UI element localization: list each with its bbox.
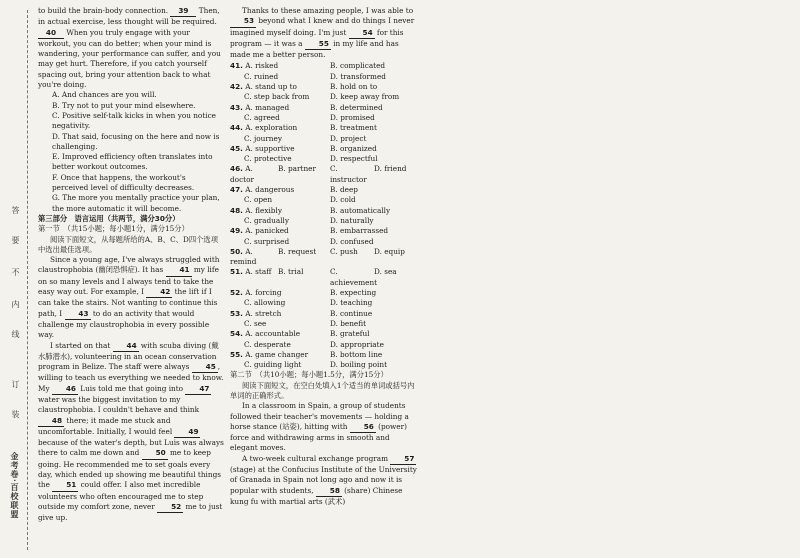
choice-c[interactable]: C. step back from — [244, 92, 310, 102]
choice-a[interactable]: 44. A. exploration — [230, 123, 298, 133]
choice-b[interactable]: B. hold on to — [330, 82, 378, 92]
question-row — [230, 134, 418, 144]
choice-b[interactable]: B. treatment — [330, 123, 377, 133]
question-row — [230, 144, 418, 154]
choice-b[interactable]: B. automatically — [330, 205, 391, 215]
blank-56[interactable]: 56 — [350, 422, 376, 433]
choice-d[interactable]: D. keep away from — [330, 92, 400, 102]
blank-48[interactable]: 48 — [38, 416, 64, 427]
question-row — [230, 350, 418, 360]
question-row — [230, 247, 418, 268]
left-column — [38, 6, 224, 524]
question-row — [230, 288, 418, 298]
paragraph: In a classroom in Spain, a group of students followed their teacher's movements — holding a horse stance (站姿), hitting with 56 (power) force and withdrawing arms in smooth and elegant moves. — [230, 401, 409, 453]
choice-a[interactable]: 46. A. doctor — [230, 164, 254, 184]
paragraph: Thanks to these amazing people, I was able to 53 beyond what I knew and do things I never imagined myself doing. I'm just 54 for this program — it was a 55 in my life and has made me a better person. — [230, 6, 415, 60]
choice-c[interactable]: C. ruined — [244, 71, 279, 81]
margin-char: 订 — [11, 380, 20, 389]
choice-b[interactable]: B. organized — [330, 143, 377, 153]
section-heading: 第三部分 语言运用（共两节，满分30分） — [38, 213, 180, 223]
choice-a[interactable]: 53. A. stretch — [230, 308, 282, 318]
choice-a[interactable]: 42. A. stand up to — [230, 82, 297, 92]
question-row — [230, 206, 418, 216]
blank-54[interactable]: 54 — [349, 28, 375, 39]
choice-a[interactable]: 55. A. game changer — [230, 349, 309, 359]
choice-d[interactable]: D. teaching — [330, 298, 373, 308]
choice-c[interactable]: C. protective — [244, 154, 292, 164]
blank-55[interactable]: 55 — [305, 39, 331, 50]
option-f: F. Once that happens, the workout's perceived level of difficulty decreases. — [52, 172, 195, 193]
choice-b[interactable]: B. complicated — [330, 61, 386, 71]
choice-b[interactable]: B. embarrassed — [330, 226, 389, 236]
question-row — [230, 329, 418, 339]
margin-char: 线 — [11, 330, 20, 339]
question-row — [230, 340, 418, 350]
choice-list — [230, 61, 418, 370]
question-row — [230, 154, 418, 164]
margin-char: 内 — [11, 300, 20, 309]
question-row — [230, 216, 418, 226]
choice-a[interactable]: 48. A. flexibly — [230, 205, 282, 215]
option-list — [38, 90, 224, 214]
option-b: B. Try not to put your mind elsewhere. — [52, 100, 196, 110]
blank-45[interactable]: 45 — [192, 362, 218, 373]
blank-40[interactable]: 40 — [38, 28, 64, 39]
choice-b[interactable]: B. determined — [330, 102, 383, 112]
question-row — [230, 195, 418, 205]
choice-d[interactable]: D. promised — [330, 112, 375, 122]
margin-char: 要 — [11, 236, 20, 245]
choice-b[interactable]: B. trial — [278, 267, 304, 277]
paragraph: Since a young age, I've always struggled with claustrophobia (幽闭恐惧症). It has 41 my life on so many levels and I always tend to take the easy way out. For example, I 42 the lift if I can take the stairs. Not wanting to continue this path, I 43 to do an activity that would challenge my claustrophobia in every possible way. — [38, 255, 220, 340]
question-row — [230, 360, 418, 370]
blank-58[interactable]: 58 — [316, 486, 342, 497]
blank-53[interactable]: 53 — [230, 16, 256, 27]
question-row — [230, 103, 418, 113]
brand-label: 金考卷·百校联盟 — [10, 452, 20, 519]
question-row — [230, 92, 418, 102]
blank-46[interactable]: 46 — [52, 384, 78, 395]
choice-d[interactable]: D. friend — [374, 164, 407, 174]
choice-a[interactable]: 50. A. remind — [230, 246, 257, 267]
choice-b[interactable]: B. partner — [278, 164, 316, 174]
choice-a[interactable]: 47. A. dangerous — [230, 185, 295, 195]
paragraph: to build the brain-body connection. 39 Then, in actual exercise, less thought will be required. — [38, 6, 220, 27]
choice-c[interactable]: C. surprised — [244, 236, 290, 246]
choice-a[interactable]: 45. A. supportive — [230, 143, 295, 153]
blank-51[interactable]: 51 — [52, 480, 78, 491]
choice-b[interactable]: B. expecting — [330, 288, 377, 298]
blank-47[interactable]: 47 — [185, 384, 211, 395]
choice-c[interactable]: C. journey — [244, 133, 282, 143]
question-row — [230, 226, 418, 236]
choice-b[interactable]: B. continue — [330, 308, 373, 318]
choice-d[interactable]: D. cold — [330, 195, 356, 205]
choice-a[interactable]: 41. A. risked — [230, 61, 279, 71]
instruction: 阅读下面短文，在空白处填入1个适当的单词或括号内单词的正确形式。 — [230, 380, 415, 400]
margin-char: 答 — [11, 206, 20, 215]
choice-b[interactable]: B. request — [278, 246, 317, 256]
option-g: G. The more you mentally practice your plan, the more automatic it will become. — [52, 193, 220, 213]
question-row — [230, 61, 418, 71]
choice-c[interactable]: C. achievement — [330, 267, 378, 287]
question-row — [230, 113, 418, 123]
choice-c[interactable]: C. allowing — [244, 298, 286, 308]
choice-c[interactable]: C. guiding light — [244, 360, 302, 370]
margin-char: 不 — [11, 268, 20, 277]
question-row — [230, 309, 418, 319]
blank-57[interactable]: 57 — [390, 454, 416, 465]
choice-b[interactable]: B. bottom line — [330, 349, 383, 359]
choice-a[interactable]: 49. A. panicked — [230, 226, 289, 236]
choice-b[interactable]: B. deep — [330, 185, 358, 195]
blank-39[interactable]: 39 — [170, 6, 196, 17]
blank-42[interactable]: 42 — [146, 287, 172, 298]
blank-50[interactable]: 50 — [142, 448, 168, 459]
margin-char: 装 — [11, 410, 20, 419]
instruction: 阅读下面短文，从每题所给的A、B、C、D四个选项中选出最佳选项。 — [38, 234, 219, 254]
question-row — [230, 164, 418, 185]
binding-margin — [0, 0, 34, 558]
question-row — [230, 267, 418, 288]
choice-c[interactable]: C. desperate — [244, 339, 291, 349]
blank-49[interactable]: 49 — [174, 427, 200, 438]
option-c: C. Positive self-talk kicks in when you notice negativity. — [52, 110, 216, 131]
binding-line — [27, 10, 29, 550]
choice-d[interactable]: D. sea — [374, 267, 397, 277]
paragraph: I started on that 44 with scuba diving (戴水肺潜水), volunteering in an ocean conservation program in Belize. The staff were always 45 , willing to teach us everything we needed to know. My 46 Luis told me that going into 47 water was the biggest invitation to my claustrophobia. I couldn't behave and think 48 there; it made me stuck and uncomfortable. Initially, I would feel 49 because of the water's depth, but Luis was always there to calm me down and 50 me to keep going. He recommended me to set goals every day, which ended up showing me beautiful things the 51 could offer. I also met incredible volunteers who often encouraged me to step outside my comfort zone, never 52 me to just give up. — [38, 340, 224, 523]
choice-c[interactable]: C. open — [244, 195, 273, 205]
blank-44[interactable]: 44 — [113, 341, 139, 352]
choice-d[interactable]: D. naturally — [330, 215, 374, 225]
blank-43[interactable]: 43 — [65, 309, 91, 320]
blank-52[interactable]: 52 — [157, 502, 183, 513]
choice-d[interactable]: D. transformed — [330, 71, 386, 81]
question-row — [230, 123, 418, 133]
choice-a[interactable]: 54. A. accountable — [230, 329, 301, 339]
option-d: D. That said, focusing on the here and now is challenging. — [52, 131, 220, 151]
blank-41[interactable]: 41 — [166, 265, 192, 276]
paragraph: A two-week cultural exchange program 57 (stage) at the Confucius Institute of the University of Granada in Spain not long ago and now it is popular with students, 58 (share) Chinese kung fu with martial arts (武术) — [230, 453, 417, 506]
choice-a[interactable]: 51. A. staff — [230, 267, 272, 277]
question-row — [230, 82, 418, 92]
choice-a[interactable]: 43. A. managed — [230, 102, 290, 112]
choice-d[interactable]: D. project — [330, 133, 367, 143]
choice-a[interactable]: 52. A. forcing — [230, 288, 282, 298]
question-row — [230, 298, 418, 308]
choice-c[interactable]: C. see — [244, 318, 267, 328]
choice-c[interactable]: C. push — [330, 246, 358, 256]
choice-c[interactable]: C. agreed — [244, 112, 280, 122]
choice-d[interactable]: D. respectful — [330, 154, 378, 164]
part-heading: 第一节 （共15小题；每小题1分，满分15分） — [38, 224, 189, 234]
question-row — [230, 319, 418, 329]
right-column — [230, 6, 418, 507]
choice-c[interactable]: C. instructor — [330, 164, 367, 184]
question-row — [230, 72, 418, 82]
paragraph: 40 When you truly engage with your workout, you can do better; when your mind is wandering, your performance can suffer, and you may get hurt. Therefore, if you catch yourself spacing out, bring your attention back to what you're doing. — [38, 27, 221, 90]
part-heading: 第二节 （共10小题；每小题1.5分，满分15分） — [230, 370, 388, 380]
option-e: E. Improved efficiency often translates into better workout outcomes. — [52, 152, 213, 172]
choice-c[interactable]: C. gradually — [244, 215, 289, 225]
question-row — [230, 237, 418, 247]
choice-d[interactable]: D. appropriate — [330, 339, 384, 349]
choice-d[interactable]: D. benefit — [330, 318, 367, 328]
choice-d[interactable]: D. confused — [330, 236, 374, 246]
choice-d[interactable]: D. equip — [374, 246, 405, 256]
choice-b[interactable]: B. grateful — [330, 329, 370, 339]
choice-d[interactable]: D. boiling point — [330, 360, 388, 370]
question-row — [230, 185, 418, 195]
option-a: A. And chances are you will. — [52, 90, 157, 100]
